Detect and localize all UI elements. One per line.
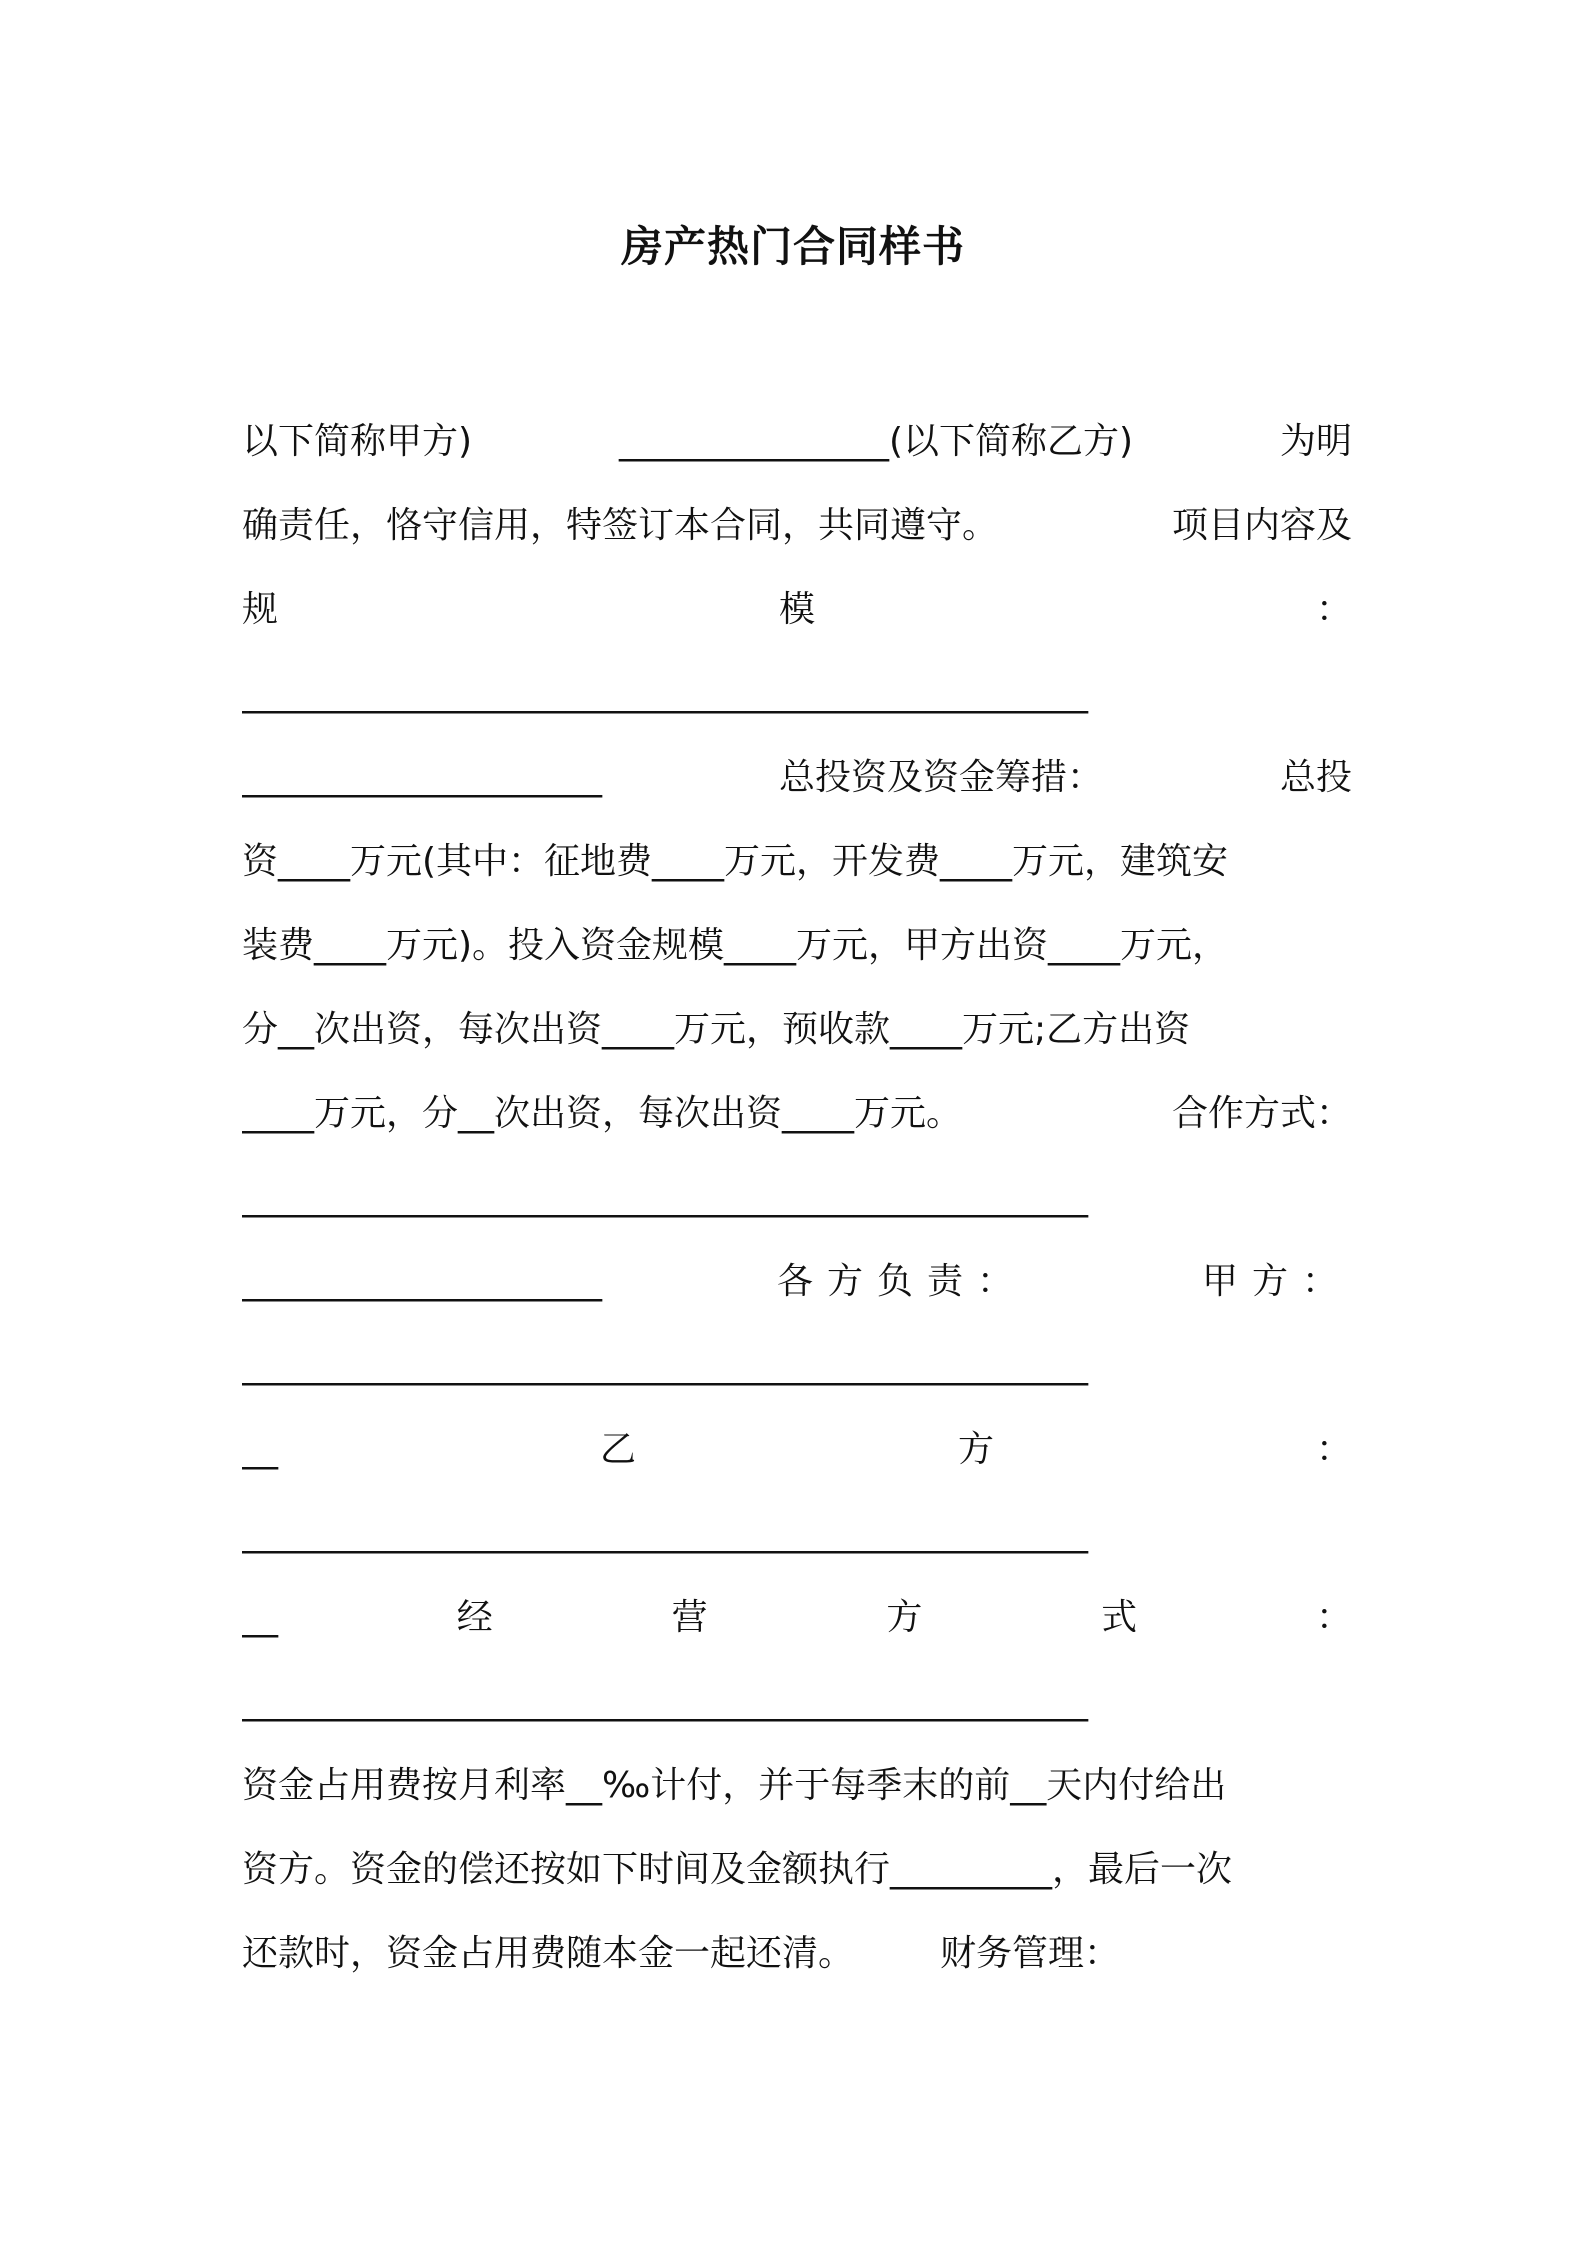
text-run: 式 — [1101, 1597, 1138, 1638]
text-run: 营 — [671, 1597, 708, 1638]
section-heading: 合作方式： — [1171, 1093, 1352, 1134]
text-line — [242, 1240, 1352, 1324]
text-line — [242, 904, 1352, 988]
document-title: 房产热门合同样书 — [620, 222, 965, 271]
text-run: ____万元，分__次出资，每次出资____万元。 — [242, 1093, 963, 1134]
text-run: ： — [1315, 1597, 1352, 1638]
text-run: 资金占用费按月利率__‰计付，并于每季末的前__天内付给出 — [242, 1765, 1227, 1806]
text-line — [242, 1912, 1352, 1996]
text-line — [242, 1576, 1352, 1660]
text-run: 总投 — [1279, 757, 1352, 798]
text-run: 分__次出资，每次出资____万元，预收款____万元;乙方出资 — [242, 1009, 1191, 1050]
text-run: 规 — [242, 589, 279, 630]
blank-field: _______________________________________________ — [242, 1681, 1088, 1722]
text-run: 还款时，资金占用费随本金一起还清。 — [242, 1933, 855, 1974]
blank-field: __ — [242, 1597, 278, 1638]
text-run: 方 — [957, 1429, 994, 1470]
text-run: 模 — [778, 589, 815, 630]
section-heading: 财务管理： — [940, 1933, 1121, 1974]
text-line — [242, 1408, 1352, 1492]
text-line — [242, 1828, 1352, 1912]
text-run: ： — [1315, 1429, 1352, 1470]
blank-field: _______________________________________________ — [242, 673, 1088, 714]
blank-field: ____________________ — [242, 1261, 602, 1302]
text-run: ： — [1315, 589, 1352, 630]
text-line — [242, 484, 1352, 568]
text-run: 资____万元(其中：征地费____万元，开发费____万元，建筑安 — [242, 841, 1229, 882]
section-heading: 各方负责： — [776, 1261, 1027, 1302]
text-run: 为明 — [1279, 421, 1352, 462]
blank-field: _______________________________________________ — [242, 1513, 1088, 1554]
blank-field: _______________________________________________ — [242, 1177, 1088, 1218]
blank-field: _______________(以下简称乙方) — [618, 421, 1134, 462]
blank-line — [242, 1492, 1352, 1576]
text-run: 甲方： — [1201, 1261, 1352, 1302]
text-line — [242, 400, 1352, 484]
text-line — [242, 568, 1352, 652]
text-line — [242, 988, 1352, 1072]
blank-line — [242, 1324, 1352, 1408]
blank-field: ____________________ — [242, 757, 602, 798]
text-run: 经 — [456, 1597, 493, 1638]
text-line — [242, 1072, 1352, 1156]
blank-line — [242, 1660, 1352, 1744]
blank-field: __ — [242, 1429, 278, 1470]
text-line — [242, 736, 1352, 820]
text-run: 资方。资金的偿还按如下时间及金额执行_________，最后一次 — [242, 1849, 1233, 1890]
text-line — [242, 820, 1352, 904]
text-line — [242, 1744, 1352, 1828]
text-run: 方 — [886, 1597, 923, 1638]
text-run: 确责任，恪守信用，特签订本合同，共同遵守。 — [242, 505, 999, 546]
blank-line — [242, 652, 1352, 736]
text-run: 乙 — [599, 1429, 636, 1470]
blank-field: _______________________________________________ — [242, 1345, 1088, 1386]
contract-body — [242, 400, 1352, 1996]
section-heading: 总投资及资金筹措： — [778, 757, 1103, 798]
text-run: 装费____万元)。投入资金规模____万元，甲方出资____万元， — [242, 925, 1229, 966]
text-run: 以下简称甲方) — [242, 421, 473, 462]
blank-line — [242, 1156, 1352, 1240]
section-heading: 项目内容及 — [1171, 505, 1352, 546]
